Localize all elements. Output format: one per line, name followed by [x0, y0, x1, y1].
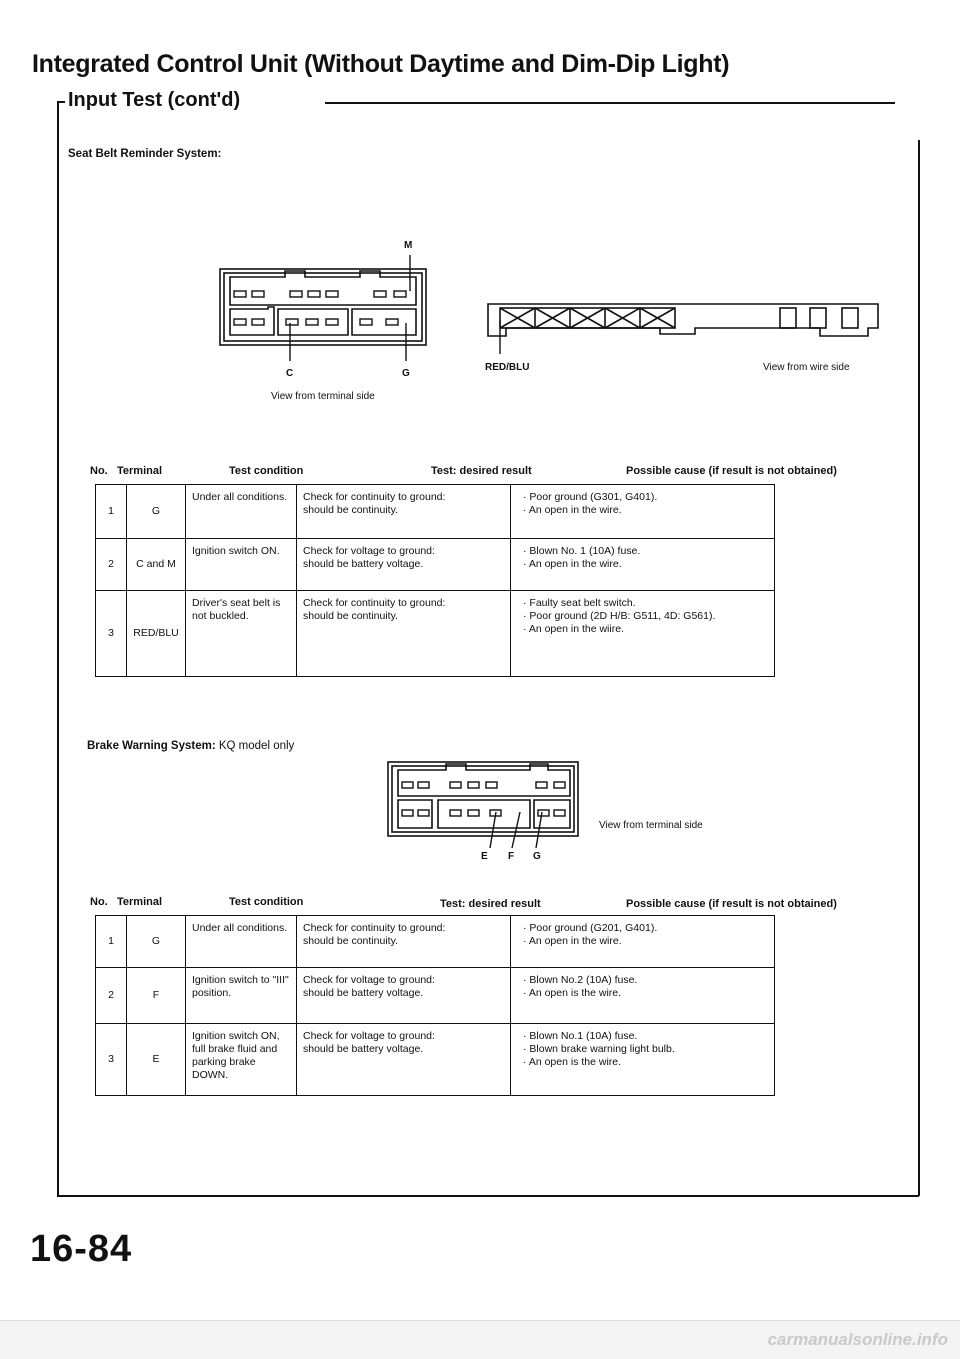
row-result: Check for voltage to ground: should be battery voltage.	[297, 968, 511, 1024]
row-cause: · Blown No.2 (10A) fuse. · An open is the wire.	[511, 968, 775, 1024]
row-number: 2	[96, 968, 127, 1024]
row-terminal: C and M	[127, 539, 186, 591]
row-result: Check for continuity to ground: should be continuity.	[297, 485, 511, 539]
row-terminal: RED/BLU	[127, 591, 186, 677]
row-terminal: G	[127, 916, 186, 968]
row-result: Check for continuity to ground: should be continuity.	[297, 591, 511, 677]
table-row	[96, 916, 775, 968]
row-condition: Ignition switch ON, full brake fluid and parking brake DOWN.	[186, 1024, 297, 1096]
column-header-no: No.	[90, 896, 108, 908]
wire-label-red-blu: RED/BLU	[485, 362, 530, 373]
row-number: 1	[96, 485, 127, 539]
column-header-terminal: Terminal	[117, 896, 163, 908]
connector-caption: View from terminal side	[271, 391, 375, 402]
pin-label-g: G	[402, 368, 410, 379]
row-cause: · Poor ground (G301, G401). · An open in the wire.	[511, 485, 775, 539]
pin-label-m: M	[404, 240, 413, 251]
seatbelt-section-title: Seat Belt Reminder System:	[68, 148, 222, 160]
table-row	[96, 968, 775, 1024]
row-condition: Under all conditions.	[186, 916, 297, 968]
connector-caption: View from wire side	[763, 362, 850, 373]
seatbelt-connector-wire-side	[480, 290, 890, 360]
row-result: Check for voltage to ground: should be battery voltage.	[297, 1024, 511, 1096]
section-subtitle: Input Test (cont'd)	[68, 89, 241, 111]
row-condition: Ignition switch to "III" position.	[186, 968, 297, 1024]
table-row	[96, 539, 775, 591]
row-condition: Ignition switch ON.	[186, 539, 297, 591]
row-condition: Driver's seat belt is not buckled.	[186, 591, 297, 677]
table-row	[96, 485, 775, 539]
row-number: 2	[96, 539, 127, 591]
row-terminal: F	[127, 968, 186, 1024]
pin-label-g: G	[533, 851, 541, 862]
column-header-result: Test: desired result	[440, 898, 541, 910]
row-terminal: E	[127, 1024, 186, 1096]
row-cause: · Faulty seat belt switch. · Poor ground (2D H/B: G511, 4D: G561). · An open in the wiire.	[511, 591, 775, 677]
column-header-condition: Test condition	[229, 896, 304, 908]
brake-section-title: Brake Warning System: KQ model only	[87, 740, 295, 752]
table-row	[96, 1024, 775, 1096]
row-number: 3	[96, 591, 127, 677]
row-condition: Under all conditions.	[186, 485, 297, 539]
row-number: 1	[96, 916, 127, 968]
watermark-text: carmanualsonline.info	[767, 1330, 948, 1349]
column-header-terminal: Terminal	[117, 465, 163, 477]
pin-label-e: E	[481, 851, 488, 862]
seatbelt-test-table	[95, 484, 775, 677]
pin-label-c: C	[286, 368, 294, 379]
row-cause: · Blown No. 1 (10A) fuse. · An open in the wire.	[511, 539, 775, 591]
row-result: Check for continuity to ground: should be continuity.	[297, 916, 511, 968]
page-title: Integrated Control Unit (Without Daytime and Dim-Dip Light)	[32, 50, 730, 78]
row-cause: · Blown No.1 (10A) fuse. · Blown brake warning light bulb. · An open is the wire.	[511, 1024, 775, 1096]
column-header-cause: Possible cause (if result is not obtained)	[626, 465, 837, 477]
brake-test-table	[95, 915, 775, 1096]
frame-divider	[918, 140, 920, 1196]
row-result: Check for voltage to ground: should be battery voltage.	[297, 539, 511, 591]
column-header-cause: Possible cause (if result is not obtained)	[626, 898, 837, 910]
frame-divider	[57, 101, 59, 1196]
frame-divider	[325, 102, 895, 104]
connector-caption: View from terminal side	[599, 820, 703, 831]
column-header-result: Test: desired result	[431, 465, 532, 477]
row-terminal: G	[127, 485, 186, 539]
column-header-condition: Test condition	[229, 465, 304, 477]
row-number: 3	[96, 1024, 127, 1096]
column-header-no: No.	[90, 465, 108, 477]
pin-label-f: F	[508, 851, 515, 862]
frame-divider	[57, 1195, 919, 1197]
table-row	[96, 591, 775, 677]
row-cause: · Poor ground (G201, G401). · An open in the wire.	[511, 916, 775, 968]
page-number: 16-84	[30, 1228, 133, 1270]
